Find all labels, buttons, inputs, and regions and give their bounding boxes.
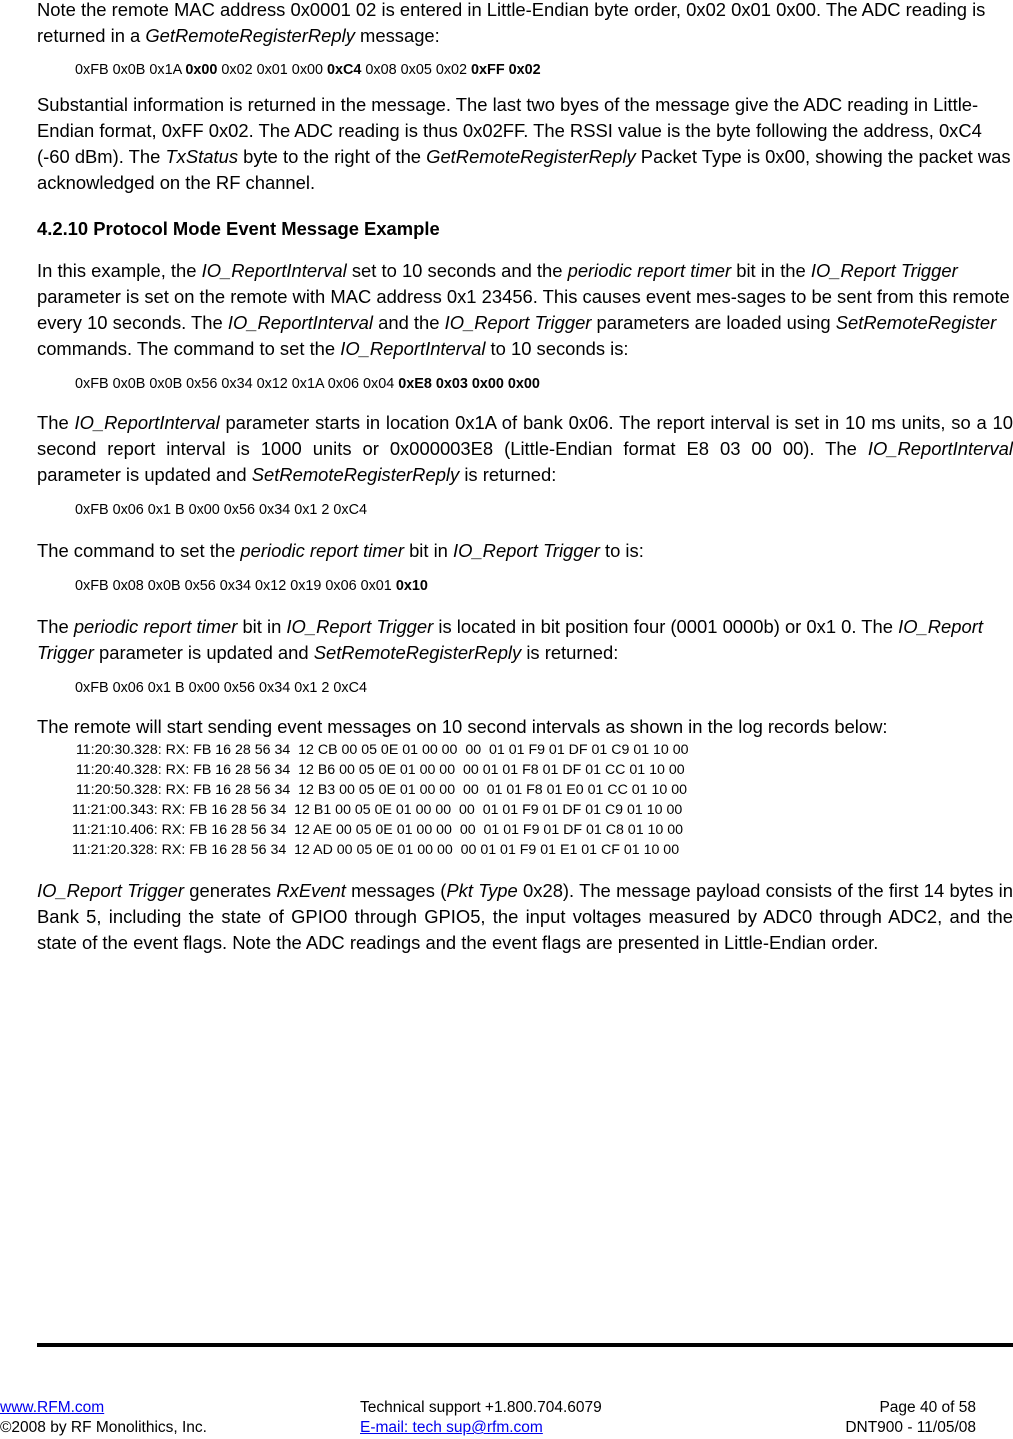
p3-e4: IO_ReportInterval xyxy=(227,312,373,333)
p8-e3: Pkt Type xyxy=(446,880,518,901)
code4-b: 0x10 xyxy=(395,578,428,594)
paragraph-timer xyxy=(37,538,1013,564)
paragraph-bit xyxy=(37,614,1013,666)
p3-e5: IO_Report Trigger xyxy=(444,312,592,333)
p3-t2: set to 10 seconds and the xyxy=(346,260,568,281)
code2-b: 0xE8 0x03 0x00 0x00 xyxy=(398,376,540,392)
p2-text3: Packet Type is 0x00, showing the packet was acknowledged on the RF channel. xyxy=(37,146,1011,193)
paragraph-interval xyxy=(37,410,1013,488)
paragraph-log-intro: The remote will start sending event messages on 10 second intervals as shown in the log records below: xyxy=(37,716,888,737)
p6-e1: periodic report timer xyxy=(73,616,238,637)
p6-e4: SetRemoteRegisterReply xyxy=(313,642,522,663)
code1-f: 0xFF 0x02 xyxy=(471,62,541,78)
copyright-text: ©2008 by RF Monolithics, Inc. xyxy=(0,1419,207,1436)
p3-t8: to 10 seconds is: xyxy=(485,338,629,359)
paragraph-payload xyxy=(37,878,1013,956)
p3-e2: periodic report timer xyxy=(567,260,732,281)
p4-t3: parameter is updated and xyxy=(37,464,252,485)
p3-e6: SetRemoteRegister xyxy=(835,312,997,333)
code-set-trigger xyxy=(37,576,1013,596)
p6-t3: is located in bit position four (0001 0000b) or 0x1 0. The xyxy=(433,616,899,637)
p8-e1: IO_Report Trigger xyxy=(37,880,185,901)
p6-t5: is returned: xyxy=(521,642,619,663)
p2-em2: GetRemoteRegisterReply xyxy=(426,146,636,167)
code1-b: 0x00 xyxy=(185,62,218,78)
p5-t1: The command to set the xyxy=(37,540,241,561)
p8-t1: generates xyxy=(184,880,277,901)
p3-t6: parameters are loaded using xyxy=(591,312,836,333)
intro-paragraph xyxy=(37,0,1013,49)
log-records xyxy=(37,740,1013,860)
p4-t4: is returned: xyxy=(459,464,557,485)
intro-em: GetRemoteRegisterReply xyxy=(145,25,355,46)
p6-t1: The xyxy=(37,616,74,637)
website-link[interactable]: www.RFM.com xyxy=(0,1399,105,1416)
p6-e3: IO_Report Trigger xyxy=(37,616,983,663)
p2-em1: TxStatus xyxy=(165,146,239,167)
p5-e1: periodic report timer xyxy=(240,540,404,561)
p4-e1: IO_ReportInterval xyxy=(74,412,220,433)
intro-text2: message: xyxy=(354,25,440,46)
code4-a: 0xFB 0x08 0x0B 0x56 0x34 0x12 0x19 0x06 0x01 xyxy=(75,578,396,594)
email-link[interactable]: E-mail: tech sup@rfm.com xyxy=(360,1419,543,1436)
code1-d: 0xC4 xyxy=(327,62,362,78)
log-line: 11:21:00.343: RX: FB 16 28 56 34 12 B1 00 05 0E 01 00 00 00 01 01 F9 01 DF 01 C9 01 10 00 xyxy=(72,802,683,818)
p6-e2: IO_Report Trigger xyxy=(286,616,434,637)
p3-t5: and the xyxy=(373,312,445,333)
p6-t4: parameter is updated and xyxy=(93,642,314,663)
paragraph-adc xyxy=(37,92,1013,196)
intro-text: Note the remote MAC address 0x0001 02 is entered in Little-Endian byte order, 0x02 0x01 0x00. The ADC reading is returned in a xyxy=(37,0,986,46)
p8-e2: RxEvent xyxy=(276,880,346,901)
p2-text2: byte to the right of the xyxy=(238,146,427,167)
p3-e1: IO_ReportInterval xyxy=(201,260,347,281)
log-line: 11:20:50.328: RX: FB 16 28 56 34 12 B3 00 05 0E 01 00 00 00 01 01 F8 01 E0 01 CC 01 10 00 xyxy=(72,782,687,798)
code-set-interval xyxy=(37,374,1013,394)
log-line: 11:21:10.406: RX: FB 16 28 56 34 12 AE 00 05 0E 01 00 00 00 01 01 F9 01 DF 01 C8 01 10 00 xyxy=(72,822,684,838)
p4-t2: parameter starts in location 0x1A of bank 0x06. The report interval is set in 10 ms units, so a 10 second report interval is 1000 units or 0x000003E8 (Little-Endian format E8 03 00 00). The xyxy=(37,412,1013,459)
code1-e: 0x08 0x05 0x02 xyxy=(361,62,472,78)
footer-right xyxy=(845,1398,976,1438)
code1-a: 0xFB 0x0B 0x1A xyxy=(75,62,186,78)
p4-t1: The xyxy=(37,412,75,433)
support-text: Technical support +1.800.704.6079 xyxy=(360,1399,602,1416)
page-number: Page 40 of 58 xyxy=(879,1399,976,1416)
p5-t3: to is: xyxy=(599,540,644,561)
p3-t1: In this example, the xyxy=(37,260,202,281)
p6-t2: bit in xyxy=(237,616,287,637)
log-line: 11:20:30.328: RX: FB 16 28 56 34 12 CB 00 05 0E 01 00 00 00 01 01 F9 01 DF 01 C9 01 10 00 xyxy=(72,742,689,758)
doc-id: DNT900 - 11/05/08 xyxy=(845,1419,976,1436)
paragraph-example xyxy=(37,258,1013,362)
p8-t2: messages ( xyxy=(345,880,447,901)
code-get-reply xyxy=(37,60,1013,80)
log-line: 11:21:20.328: RX: FB 16 28 56 34 12 AD 00 05 0E 01 00 00 00 01 01 F9 01 E1 01 CF 01 10 00 xyxy=(72,842,680,858)
section-heading: 4.2.10 Protocol Mode Event Message Example xyxy=(37,218,440,239)
footer-center xyxy=(360,1398,602,1438)
p3-t3: bit in the xyxy=(731,260,811,281)
p3-e3: IO_Report Trigger xyxy=(810,260,958,281)
p5-t2: bit in xyxy=(403,540,454,561)
p3-e7: IO_ReportInterval xyxy=(340,338,486,359)
p3-t7: commands. The command to set the xyxy=(37,338,341,359)
p5-e2: IO_Report Trigger xyxy=(453,540,600,561)
p3-t4: parameter is set on the remote with MAC address 0x1 23456. This causes event mes-sages to be sent from this remote every 10 seconds. The xyxy=(37,286,1010,333)
p4-e3: SetRemoteRegisterReply xyxy=(251,464,460,485)
code2-a: 0xFB 0x0B 0x0B 0x56 0x34 0x12 0x1A 0x06 0x04 xyxy=(75,376,399,392)
code1-c: 0x02 0x01 0x00 xyxy=(217,62,328,78)
footer-rule xyxy=(37,1343,1013,1347)
p8-t3: 0x28). The message payload consists of the first 14 bytes in Bank 5, including the state of GPIO0 through GPIO5, the input voltages measured by ADC0 through ADC2, and the state of the event flags. Note the ADC readings and the event flags are presented in Little-Endian order. xyxy=(37,880,1013,953)
page-body xyxy=(37,0,1013,956)
footer-left xyxy=(0,1398,207,1438)
code-reply-1: 0xFB 0x06 0x1 B 0x00 0x56 0x34 0x1 2 0xC4 xyxy=(75,502,367,518)
p4-e2: IO_ReportInterval xyxy=(867,438,1013,459)
code-reply-2: 0xFB 0x06 0x1 B 0x00 0x56 0x34 0x1 2 0xC4 xyxy=(75,680,367,696)
p2-text: Substantial information is returned in the message. The last two byes of the message give the ADC reading in Little-Endian format, 0xFF 0x02. The ADC reading is thus 0x02FF. The RSSI value is the byte following the address, 0xC4 (-60 dBm). The xyxy=(37,94,982,167)
log-line: 11:20:40.328: RX: FB 16 28 56 34 12 B6 00 05 0E 01 00 00 00 01 01 F8 01 DF 01 CC 01 10 00 xyxy=(72,762,685,778)
